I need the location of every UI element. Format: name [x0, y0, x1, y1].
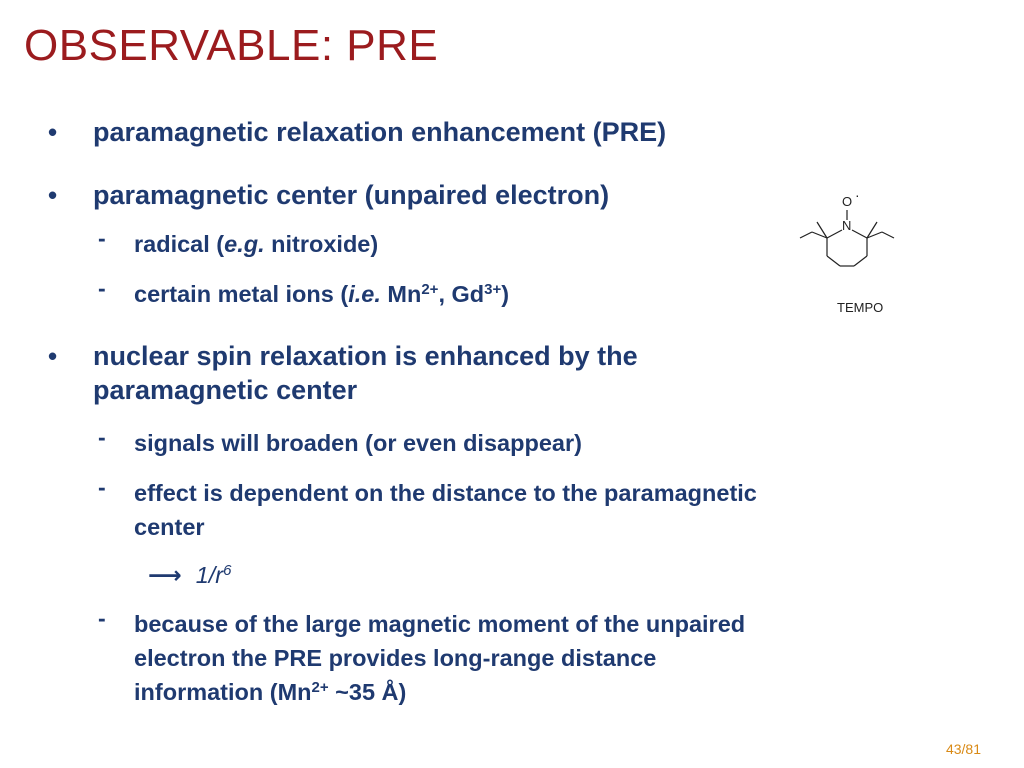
moment-line1: because of the large magnetic moment of the unpaired [134, 611, 746, 637]
sub-bullet-broaden [98, 424, 934, 460]
molecule-label: TEMPO [837, 300, 884, 315]
dash-marker: - [98, 474, 106, 500]
page-title: OBSERVABLE: PRE [24, 21, 439, 70]
metal-pre: certain metal ions ( [134, 281, 349, 307]
bullet-center [48, 178, 793, 212]
bullet-pre [48, 115, 793, 149]
radical-post: nitroxide) [264, 231, 379, 257]
bullet-marker: • [48, 180, 58, 210]
metal-gd-charge: 3+ [484, 281, 502, 298]
moment-charge: 2+ [311, 679, 329, 696]
arrow-r6 [148, 558, 231, 592]
effect-line1: effect is dependent on the distance to the paramagnetic [134, 480, 757, 506]
moment-line3-pre: information (Mn [134, 679, 312, 705]
metal-em: i.e. [348, 281, 381, 307]
dash-marker: - [98, 424, 106, 450]
broaden-text: signals will broaden (or even disappear) [134, 430, 582, 456]
metal-post: ) [501, 281, 510, 307]
bullet-text: paramagnetic center (unpaired electron) [93, 180, 610, 210]
bullet-text: paramagnetic relaxation enhancement (PRE) [93, 117, 667, 147]
bullet-marker: • [48, 341, 58, 371]
metal-sep: , Gd [438, 281, 485, 307]
bullet-nuclear [48, 339, 793, 407]
nuclear-line2: paramagnetic center [93, 375, 358, 405]
radical-dot: · [855, 187, 860, 203]
dash-marker: - [98, 275, 106, 301]
atom-n: N [842, 218, 852, 233]
radical-em: e.g. [224, 231, 265, 257]
sub-bullet-effect [98, 474, 934, 544]
tempo-structure [790, 180, 920, 320]
page-number [946, 741, 981, 757]
dash-marker: - [98, 225, 106, 251]
page-total: /81 [961, 741, 981, 757]
moment-line3-post: ~35 Å) [328, 679, 407, 705]
metal-mn-charge: 2+ [421, 281, 439, 298]
arrow-exp: 6 [223, 562, 232, 579]
nuclear-line1: nuclear spin relaxation is enhanced by the [93, 341, 638, 371]
moment-line2: electron the PRE provides long-range distance [134, 645, 657, 671]
dash-marker: - [98, 605, 106, 631]
page-current: 43 [945, 741, 962, 757]
right-arrow-icon: ⟶ [148, 562, 182, 588]
bullet-marker: • [48, 117, 58, 147]
atom-o: O [842, 194, 853, 209]
radical-pre: radical ( [134, 231, 225, 257]
sub-bullet-moment [98, 605, 934, 709]
metal-mn: Mn [380, 281, 422, 307]
effect-line2: center [134, 514, 205, 540]
arrow-r: 1/r [195, 562, 224, 588]
